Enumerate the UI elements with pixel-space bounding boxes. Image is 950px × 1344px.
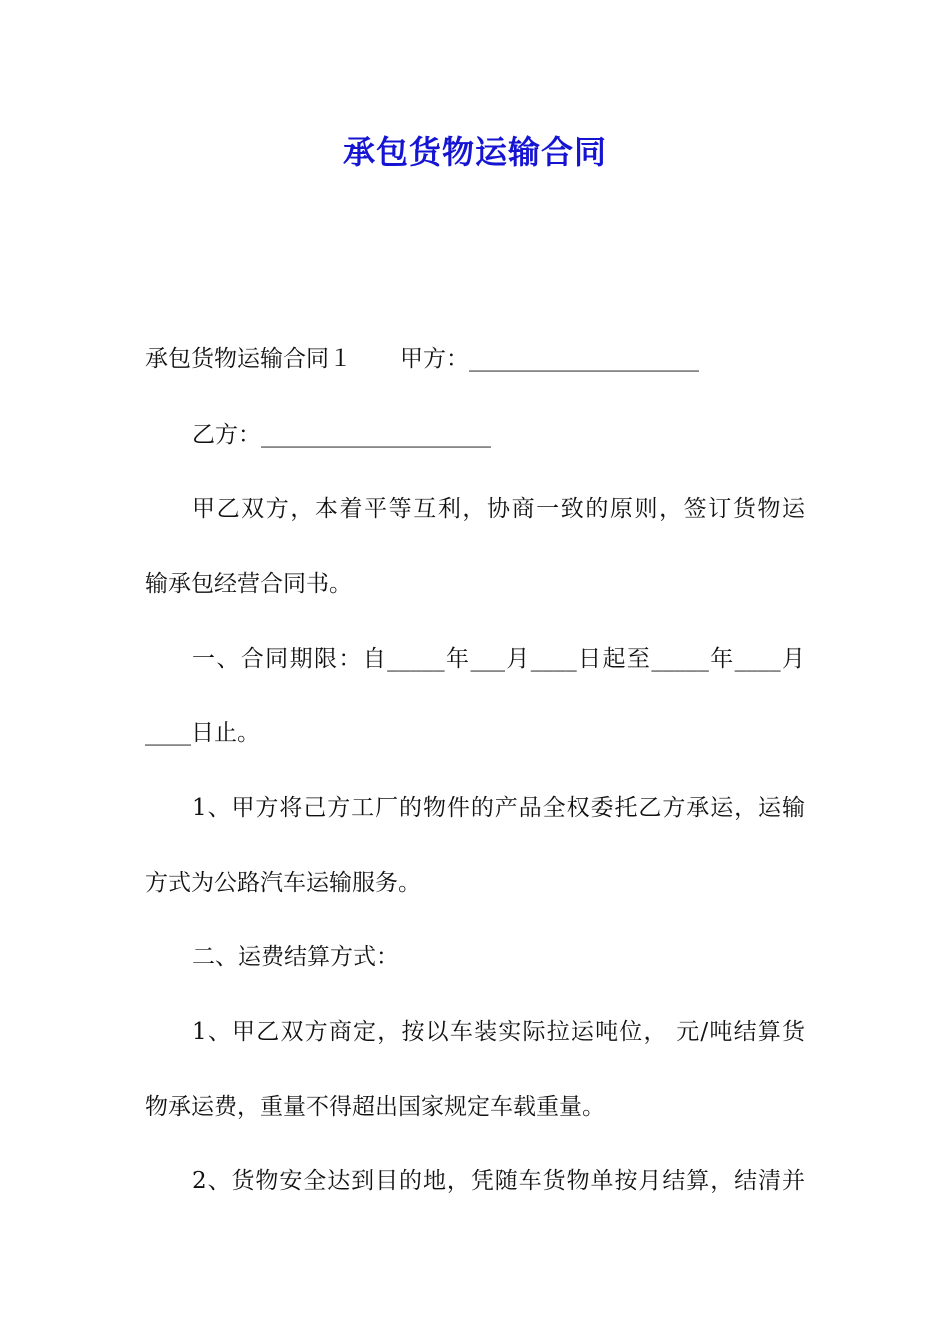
clause-1-line-1: 1、甲方将己方工厂的物件的产品全权委托乙方承运，运输 (192, 795, 805, 821)
freight-clause-2-line-1: 2、货物安全达到目的地，凭随车货物单按月结算，结清并 (192, 1168, 805, 1194)
clause-term-line-2: ____日止。 (145, 720, 260, 746)
heading-and-party-a-line (145, 342, 805, 376)
freight-clause-1-line-1: 1、甲乙双方商定，按以车装实际拉运吨位， 元/吨结算货 (192, 1019, 805, 1045)
party-a-field: 甲方：____________________ (400, 346, 699, 372)
document-title: 承包货物运输合同 (342, 133, 607, 171)
freight-clause-1-line-2: 物承运费，重量不得超出国家规定车载重量。 (145, 1094, 605, 1120)
paragraph-intro-line-2: 输承包经营合同书。 (145, 571, 352, 597)
contract-subtitle: 承包货物运输合同１ (145, 346, 352, 372)
clause-term-line-1: 一、合同期限：自_____年___月____日起至_____年____月 (192, 646, 805, 672)
paragraph-intro-line-1: 甲乙双方，本着平等互利，协商一致的原则，签订货物运 (192, 496, 805, 522)
section-freight-heading: 二、运费结算方式： (192, 944, 399, 970)
party-b-field: 乙方：____________________ (192, 422, 491, 448)
clause-1-line-2: 方式为公路汽车运输服务。 (145, 870, 421, 896)
